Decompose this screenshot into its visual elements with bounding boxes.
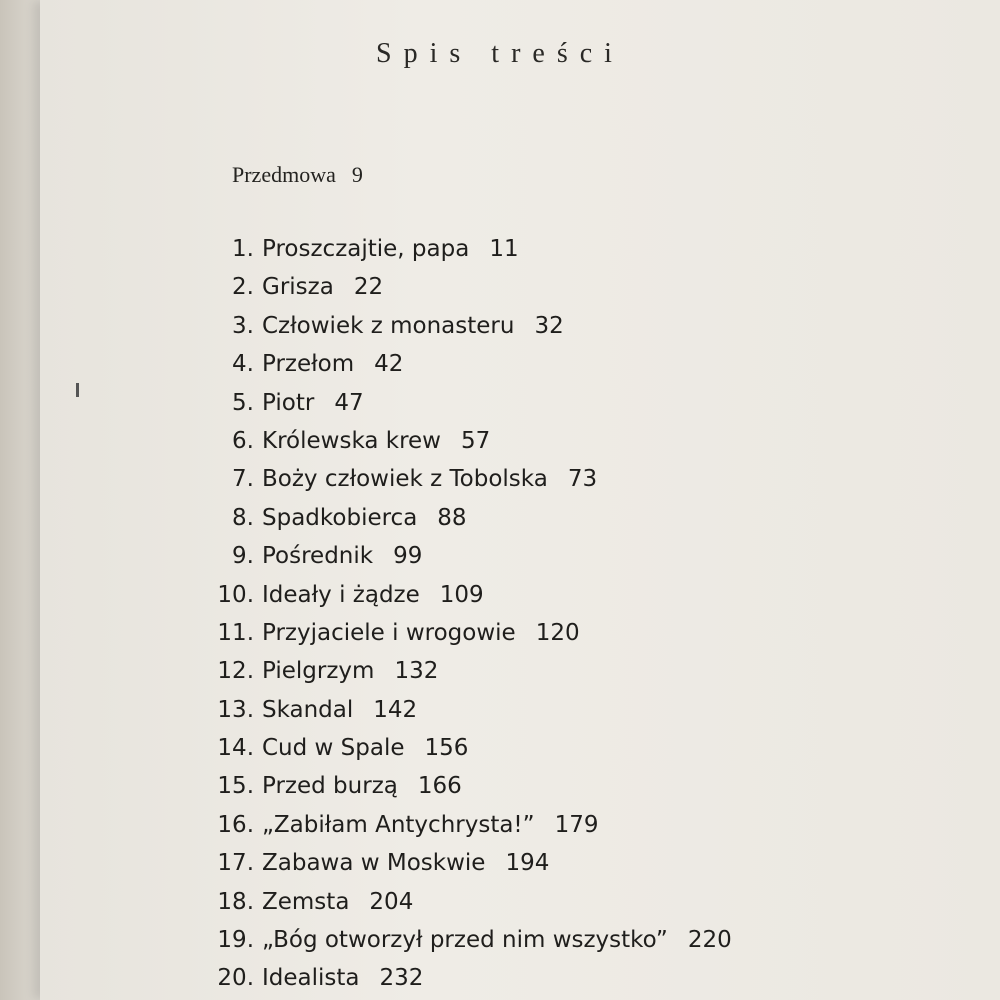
table-of-contents: [0, 230, 1000, 998]
preface-page: 9: [351, 162, 363, 187]
chapter-title: Zemsta: [262, 888, 350, 915]
chapter-page: 220: [687, 927, 732, 954]
chapter-title: Ideały i żądze: [262, 581, 420, 608]
chapter-page: 204: [369, 888, 414, 915]
toc-entry: [0, 844, 1000, 882]
chapter-title: „Bóg otworzył przed nim wszystko”: [262, 927, 668, 954]
chapter-title: Piotr: [262, 389, 315, 416]
chapter-number: 18.: [217, 888, 254, 915]
toc-entry: [0, 921, 1000, 959]
toc-entry: [0, 729, 1000, 767]
chapter-number: 11.: [217, 619, 254, 646]
chapter-number: 5.: [232, 389, 254, 416]
chapter-page: 232: [379, 965, 424, 992]
preface-label: Przedmowa: [232, 162, 336, 187]
toc-entry: [0, 959, 1000, 997]
toc-entry: [0, 652, 1000, 690]
chapter-page: 22: [353, 274, 384, 301]
chapter-title: Skandal: [262, 696, 354, 723]
chapter-page: 73: [567, 466, 598, 493]
chapter-number: 2.: [232, 274, 254, 301]
chapter-number: 16.: [217, 811, 254, 838]
chapter-title: Idealista: [262, 965, 360, 992]
chapter-page: 11: [489, 236, 519, 262]
chapter-page: 120: [535, 619, 580, 646]
toc-entry: [0, 537, 1000, 575]
chapter-title: Proszczajtie, papa: [262, 236, 470, 262]
chapter-page: 132: [394, 658, 439, 685]
chapter-page: 99: [393, 543, 423, 570]
chapter-number: 10.: [217, 581, 254, 608]
chapter-number: 13.: [217, 696, 254, 723]
chapter-number: 9.: [232, 543, 254, 570]
toc-entry: [0, 307, 1000, 345]
chapter-number: 14.: [217, 735, 254, 762]
chapter-number: 12.: [217, 658, 254, 685]
chapter-number: 8.: [232, 504, 254, 531]
chapter-number: 20.: [217, 965, 254, 992]
chapter-title: Pielgrzym: [262, 658, 375, 685]
chapter-title: Człowiek z monasteru: [262, 312, 515, 339]
chapter-title: „Zabiłam Antychrysta!”: [262, 811, 535, 838]
chapter-page: 57: [461, 427, 491, 454]
chapter-title: Grisza: [262, 274, 334, 301]
toc-entry: [0, 268, 1000, 306]
toc-entry: [0, 576, 1000, 614]
toc-entry: [0, 422, 1000, 460]
chapter-page: 179: [554, 811, 599, 838]
chapter-number: 15.: [217, 773, 254, 800]
chapter-title: Przed burzą: [262, 773, 398, 800]
preface-entry: [232, 162, 363, 188]
chapter-page: 194: [505, 850, 550, 877]
chapter-page: 47: [334, 389, 364, 416]
chapter-title: Boży człowiek z Tobolska: [262, 466, 548, 493]
toc-entry: [0, 614, 1000, 652]
chapter-page: 42: [374, 351, 404, 378]
chapter-number: 4.: [232, 351, 254, 378]
chapter-title: Królewska krew: [262, 427, 441, 454]
toc-entry: [0, 384, 1000, 422]
chapter-page: 142: [373, 696, 418, 723]
chapter-page: 156: [424, 735, 469, 762]
chapter-title: Przełom: [262, 351, 355, 378]
page-title: Spis treści: [376, 38, 624, 69]
chapter-page: 109: [439, 581, 484, 608]
chapter-number: 19.: [217, 927, 254, 954]
toc-entry: [0, 806, 1000, 844]
toc-entry: [0, 345, 1000, 383]
chapter-number: 17.: [217, 850, 254, 877]
chapter-page: 32: [534, 312, 564, 339]
chapter-page: 166: [417, 773, 462, 800]
chapter-title: Cud w Spale: [262, 735, 405, 762]
chapter-page: 88: [437, 504, 467, 531]
toc-entry: [0, 460, 1000, 498]
chapter-number: 7.: [232, 466, 254, 493]
toc-entry: [0, 767, 1000, 805]
chapter-title: Pośrednik: [262, 543, 374, 570]
toc-entry: [0, 691, 1000, 729]
chapter-number: 1.: [232, 236, 254, 262]
chapter-title: Spadkobierca: [262, 504, 418, 531]
chapter-number: 6.: [232, 427, 254, 454]
toc-entry: [0, 230, 1000, 268]
chapter-title: Zabawa w Moskwie: [262, 850, 486, 877]
chapter-title: Przyjaciele i wrogowie: [262, 619, 516, 646]
toc-entry: [0, 499, 1000, 537]
chapter-number: 3.: [232, 312, 254, 339]
toc-entry: [0, 883, 1000, 921]
